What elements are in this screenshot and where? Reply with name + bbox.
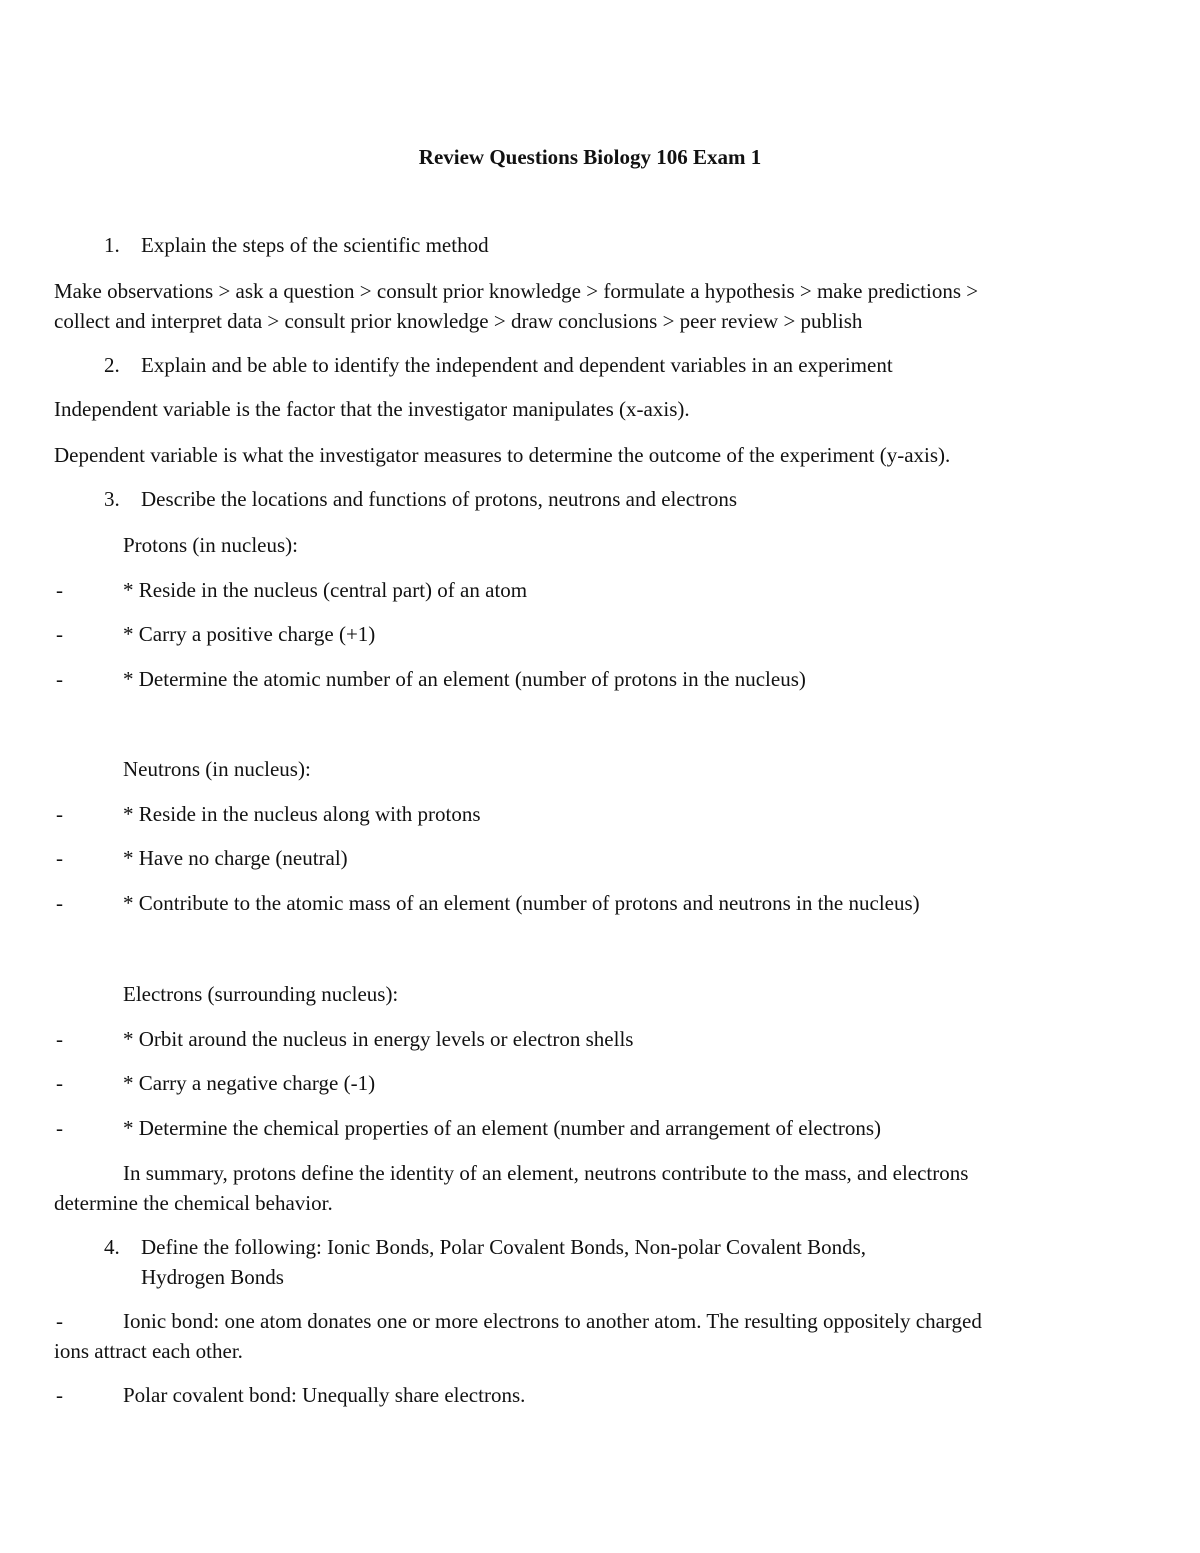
question-3-number: 3. — [104, 487, 120, 511]
question-2-answer-independent: Independent variable is the factor that the investigator manipulates (x-axis). — [54, 397, 690, 421]
question-2-text: Explain and be able to identify the independent and dependent variables in an experiment — [141, 353, 893, 377]
electrons-item-2: * Carry a negative charge (-1) — [123, 1071, 376, 1095]
question-3-text: Describe the locations and functions of protons, neutrons and electrons — [141, 487, 738, 511]
neutrons-item-2: * Have no charge (neutral) — [123, 846, 348, 870]
page-title: Review Questions Biology 106 Exam 1 — [418, 145, 762, 169]
bullet-dash: - — [56, 846, 63, 870]
bullet-dash: - — [56, 1116, 63, 1140]
bullet-dash: - — [56, 1027, 63, 1051]
electrons-item-3: * Determine the chemical properties of an element (number and arrangement of electrons) — [123, 1116, 881, 1140]
bullet-dash: - — [56, 667, 63, 691]
bullet-dash: - — [56, 622, 63, 646]
electrons-item-1: * Orbit around the nucleus in energy levels or electron shells — [123, 1027, 634, 1051]
protons-item-1: * Reside in the nucleus (central part) of an atom — [123, 578, 528, 602]
bullet-dash: - — [56, 891, 63, 915]
neutrons-item-1: * Reside in the nucleus along with protons — [123, 802, 481, 826]
question-1-number: 1. — [104, 233, 120, 257]
bullet-dash: - — [56, 802, 63, 826]
question-2-number: 2. — [104, 353, 120, 377]
bullet-dash: - — [56, 1309, 63, 1333]
ionic-bond-line-1: Ionic bond: one atom donates one or more electrons to another atom. The resulting oppositely charged — [123, 1309, 982, 1333]
neutrons-heading: Neutrons (in nucleus): — [123, 757, 311, 781]
question-2-answer-dependent: Dependent variable is what the investigator measures to determine the outcome of the experiment (y-axis). — [54, 443, 951, 467]
neutrons-item-3: * Contribute to the atomic mass of an element (number of protons and neutrons in the nucleus) — [123, 891, 920, 915]
protons-item-3: * Determine the atomic number of an element (number of protons in the nucleus) — [123, 667, 806, 691]
bullet-dash: - — [56, 1071, 63, 1095]
bullet-dash: - — [56, 1383, 63, 1407]
question-1-text: Explain the steps of the scientific method — [141, 233, 489, 257]
summary-line-1: In summary, protons define the identity of an element, neutrons contribute to the mass, and electrons — [123, 1161, 969, 1185]
question-4-text-line-1: Define the following: Ionic Bonds, Polar Covalent Bonds, Non-polar Covalent Bonds, — [141, 1235, 866, 1259]
ionic-bond-line-2: ions attract each other. — [54, 1339, 243, 1363]
question-4-text-line-2: Hydrogen Bonds — [141, 1265, 284, 1289]
protons-item-2: * Carry a positive charge (+1) — [123, 622, 376, 646]
question-4-number: 4. — [104, 1235, 120, 1259]
bullet-dash: - — [56, 578, 63, 602]
question-1-answer-line-1: Make observations > ask a question > consult prior knowledge > formulate a hypothesis > make predictions > — [54, 279, 979, 303]
protons-heading: Protons (in nucleus): — [123, 533, 298, 557]
summary-line-2: determine the chemical behavior. — [54, 1191, 333, 1215]
polar-covalent-bond: Polar covalent bond: Unequally share electrons. — [123, 1383, 526, 1407]
electrons-heading: Electrons (surrounding nucleus): — [123, 982, 399, 1006]
question-1-answer-line-2: collect and interpret data > consult prior knowledge > draw conclusions > peer review > publish — [54, 309, 863, 333]
